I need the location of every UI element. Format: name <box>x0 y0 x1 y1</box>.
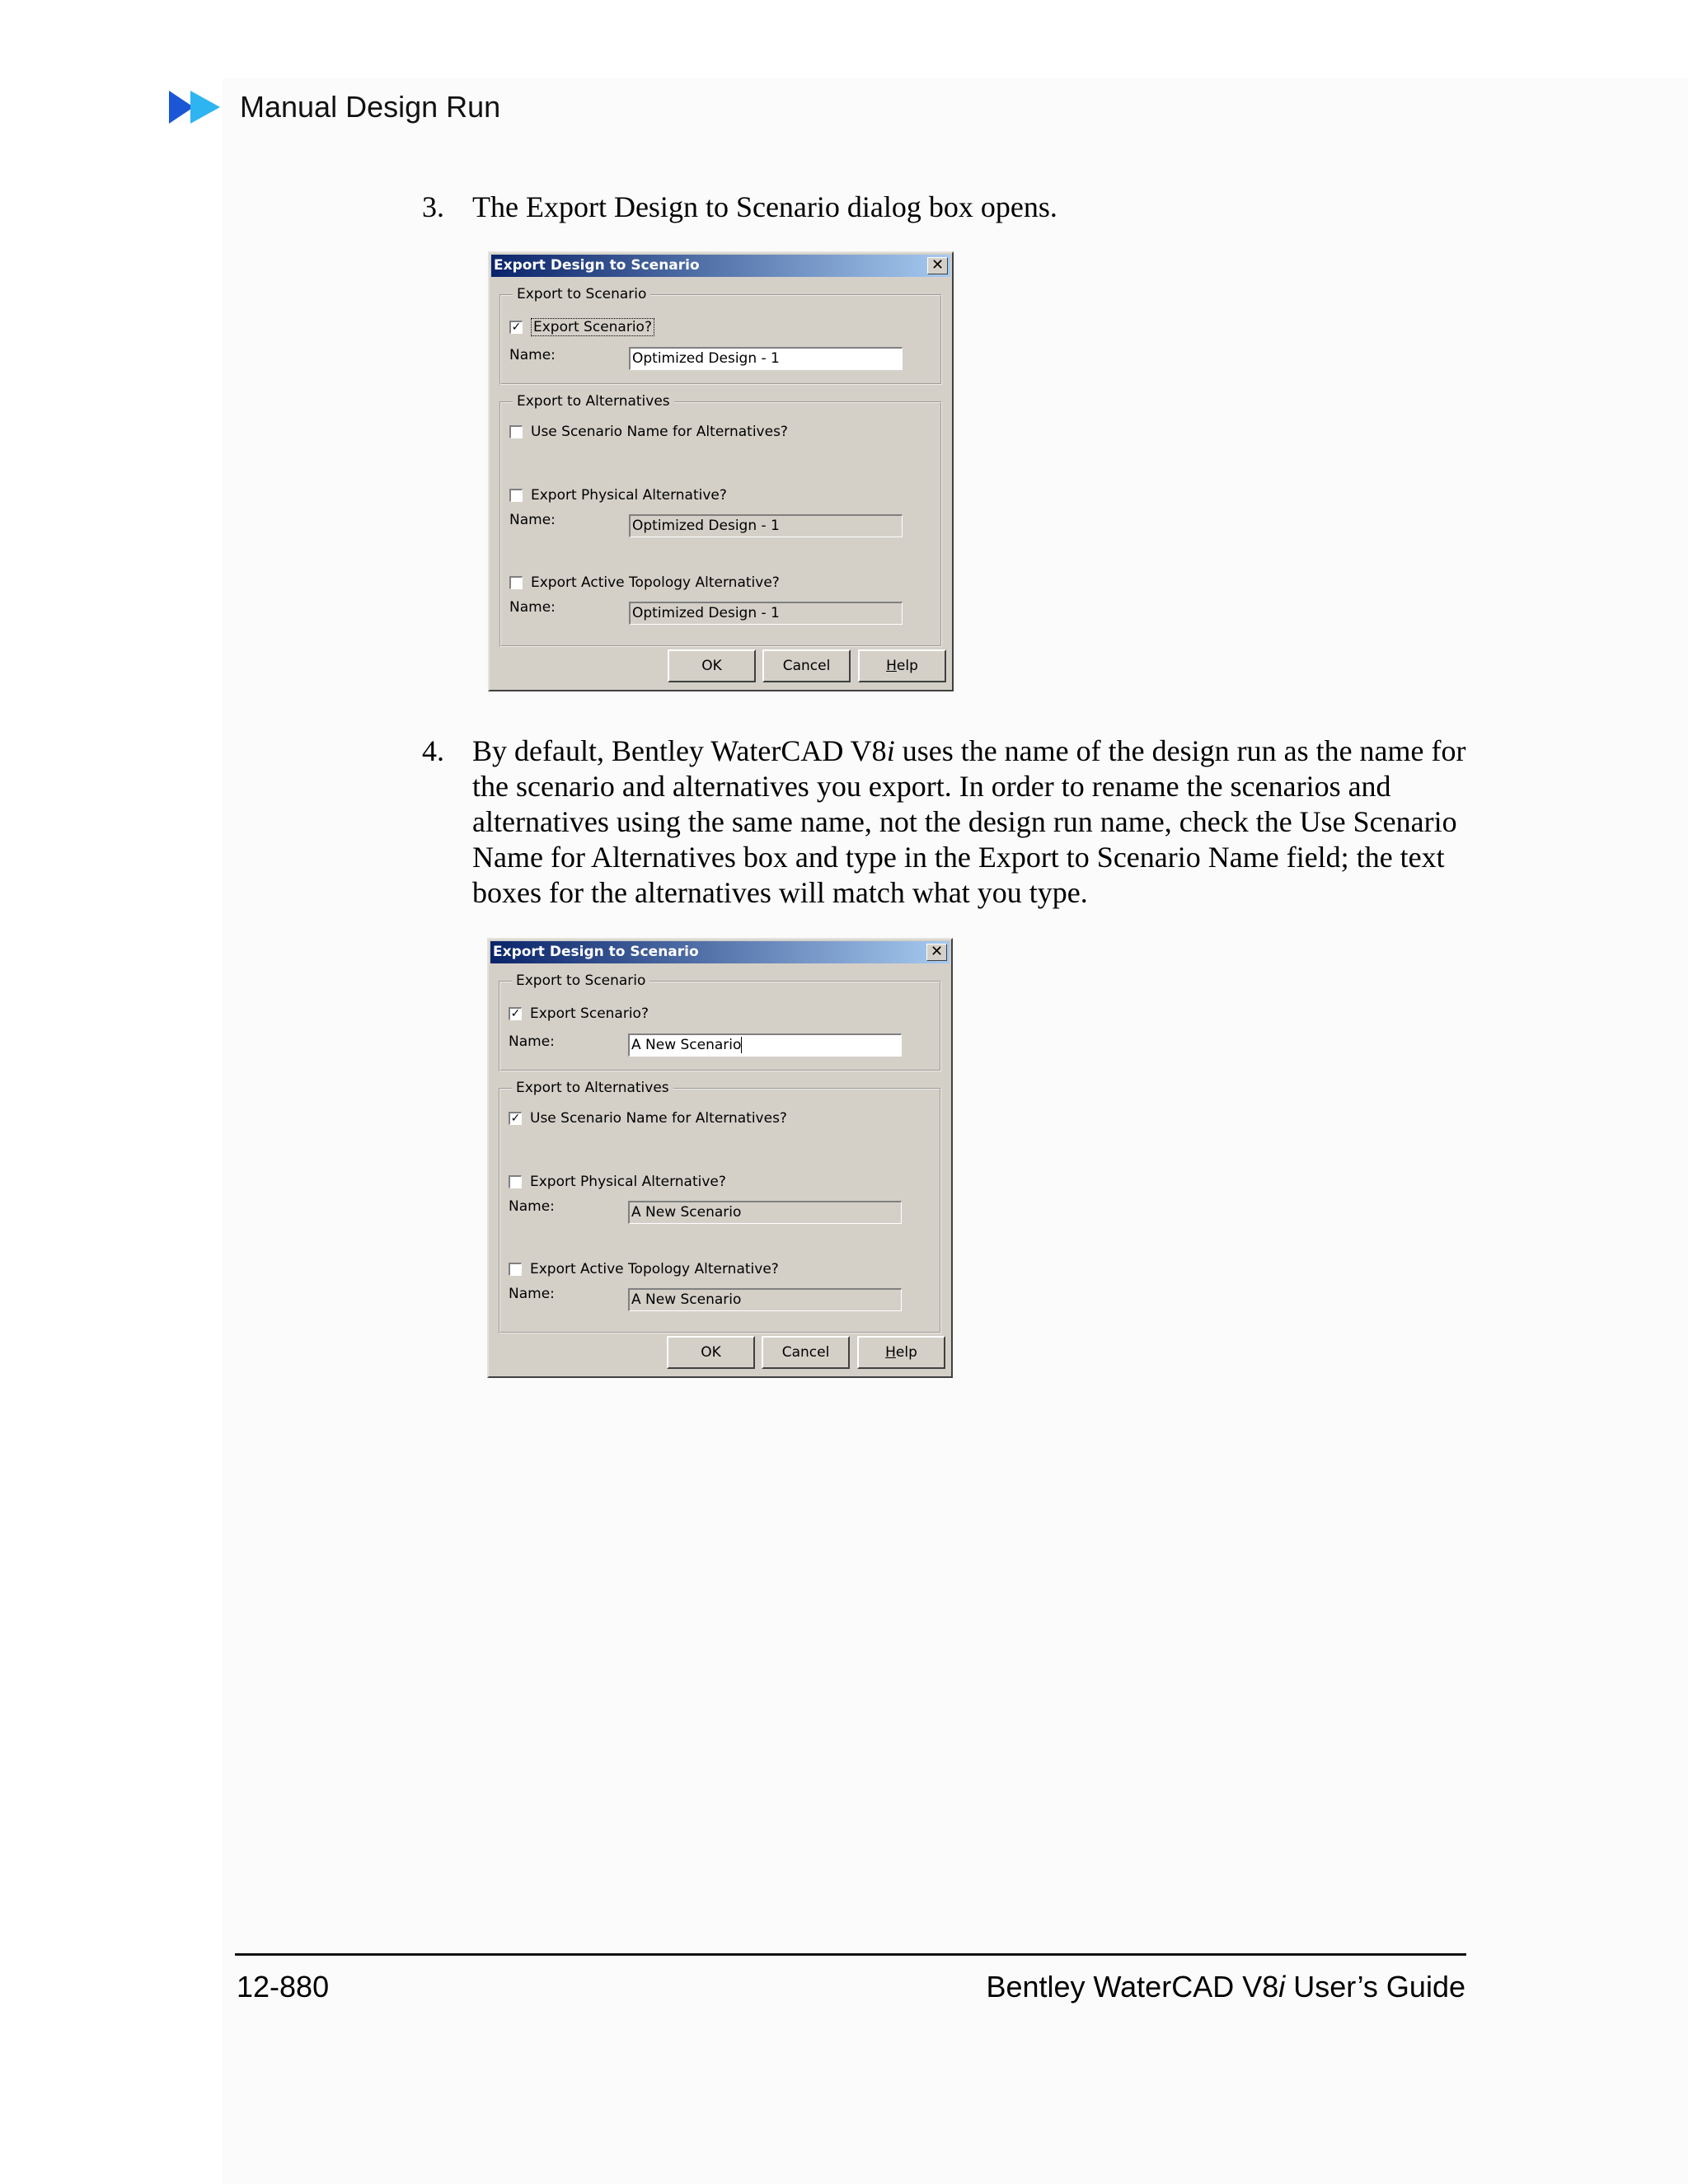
physical-alternative-checkbox-row[interactable] <box>509 486 727 504</box>
group-legend: Export to Alternatives <box>513 393 674 410</box>
export-scenario-label: Export Scenario? <box>531 318 654 336</box>
topology-alternative-name-field[interactable]: A New Scenario <box>628 1288 902 1311</box>
physical-alternative-checkbox[interactable] <box>509 1175 522 1188</box>
use-scenario-name-checkbox-row[interactable] <box>509 423 788 441</box>
ok-button[interactable]: OK <box>667 1336 755 1369</box>
use-scenario-name-checkbox[interactable]: ✓ <box>509 1112 522 1125</box>
export-to-alternatives-group <box>499 1080 941 1333</box>
physical-alternative-label: Export Physical Alternative? <box>530 1174 726 1190</box>
name-label: Name: <box>509 1033 555 1050</box>
use-scenario-name-checkbox-row[interactable] <box>509 1109 787 1127</box>
footer-divider <box>235 1953 1466 1956</box>
cancel-button[interactable]: Cancel <box>762 649 851 682</box>
name-label: Name: <box>509 1198 555 1215</box>
use-scenario-name-checkbox[interactable] <box>509 425 523 438</box>
name-label: Name: <box>509 1286 555 1302</box>
export-design-dialog-2 <box>487 938 953 1378</box>
page-background <box>223 78 1688 2184</box>
use-scenario-name-label: Use Scenario Name for Alternatives? <box>531 424 788 440</box>
close-icon[interactable]: ✕ <box>926 944 947 961</box>
name-label: Name: <box>509 599 556 616</box>
guide-title: Bentley WaterCAD V8i User’s Guide <box>986 1970 1465 2004</box>
topology-alternative-label: Export Active Topology Alternative? <box>530 1261 779 1277</box>
double-arrow-icon <box>169 89 222 125</box>
scenario-name-field[interactable]: Optimized Design - 1 <box>629 347 903 370</box>
dialog-title: Export Design to Scenario <box>494 257 700 274</box>
ok-button[interactable]: OK <box>668 649 756 682</box>
group-legend: Export to Scenario <box>513 286 650 302</box>
topology-alternative-checkbox[interactable] <box>509 576 523 589</box>
topology-alternative-checkbox[interactable] <box>509 1263 522 1276</box>
topology-alternative-label: Export Active Topology Alternative? <box>531 574 780 591</box>
physical-alternative-name-field[interactable]: Optimized Design - 1 <box>629 514 903 537</box>
physical-alternative-checkbox[interactable] <box>509 489 523 502</box>
step-number: 3. <box>422 190 444 223</box>
export-to-scenario-group <box>499 972 941 1071</box>
section-title: Manual Design Run <box>240 90 501 124</box>
help-button[interactable]: Help <box>858 649 946 682</box>
export-scenario-checkbox[interactable]: ✓ <box>509 1007 522 1020</box>
physical-alternative-checkbox-row[interactable] <box>509 1173 726 1191</box>
export-design-dialog-1 <box>488 251 954 691</box>
group-legend: Export to Alternatives <box>512 1080 673 1096</box>
topology-alternative-name-field[interactable]: Optimized Design - 1 <box>629 602 903 625</box>
dialog-titlebar <box>491 255 950 277</box>
export-scenario-label: Export Scenario? <box>530 1005 649 1022</box>
step-number: 4. <box>422 734 444 767</box>
help-button[interactable]: Help <box>857 1336 945 1369</box>
name-label: Name: <box>509 512 556 528</box>
dialog-titlebar <box>490 941 950 963</box>
export-scenario-checkbox-row[interactable] <box>509 318 654 336</box>
topology-alternative-checkbox-row[interactable] <box>509 1260 779 1278</box>
page-number: 12-880 <box>237 1970 330 2004</box>
group-legend: Export to Scenario <box>512 972 649 989</box>
close-icon[interactable]: ✕ <box>927 257 948 274</box>
section-header <box>169 87 500 128</box>
export-to-scenario-group <box>499 286 942 385</box>
scenario-name-field[interactable]: A New Scenario <box>628 1033 902 1057</box>
physical-alternative-label: Export Physical Alternative? <box>531 487 727 504</box>
dialog-title: Export Design to Scenario <box>493 944 699 960</box>
use-scenario-name-label: Use Scenario Name for Alternatives? <box>530 1110 787 1127</box>
physical-alternative-name-field[interactable]: A New Scenario <box>628 1201 902 1224</box>
export-scenario-checkbox-row[interactable] <box>509 1005 649 1023</box>
export-scenario-checkbox[interactable]: ✓ <box>509 321 523 334</box>
cancel-button[interactable]: Cancel <box>762 1336 850 1369</box>
name-label: Name: <box>509 347 556 363</box>
step-text: The Export Design to Scenario dialog box opens. <box>472 190 1057 223</box>
export-to-alternatives-group <box>499 393 942 647</box>
topology-alternative-checkbox-row[interactable] <box>509 574 780 592</box>
step-text: By default, Bentley WaterCAD V8i uses the name of the design run as the name for the scenario and alternatives you export. In order to rename the scenarios and alternatives using the same name, not the design run name, check the Use Scenario Name for Alternatives box and type in the Export to Scenario Name field; the text boxes for the alternatives will match what you type. <box>472 734 1466 909</box>
